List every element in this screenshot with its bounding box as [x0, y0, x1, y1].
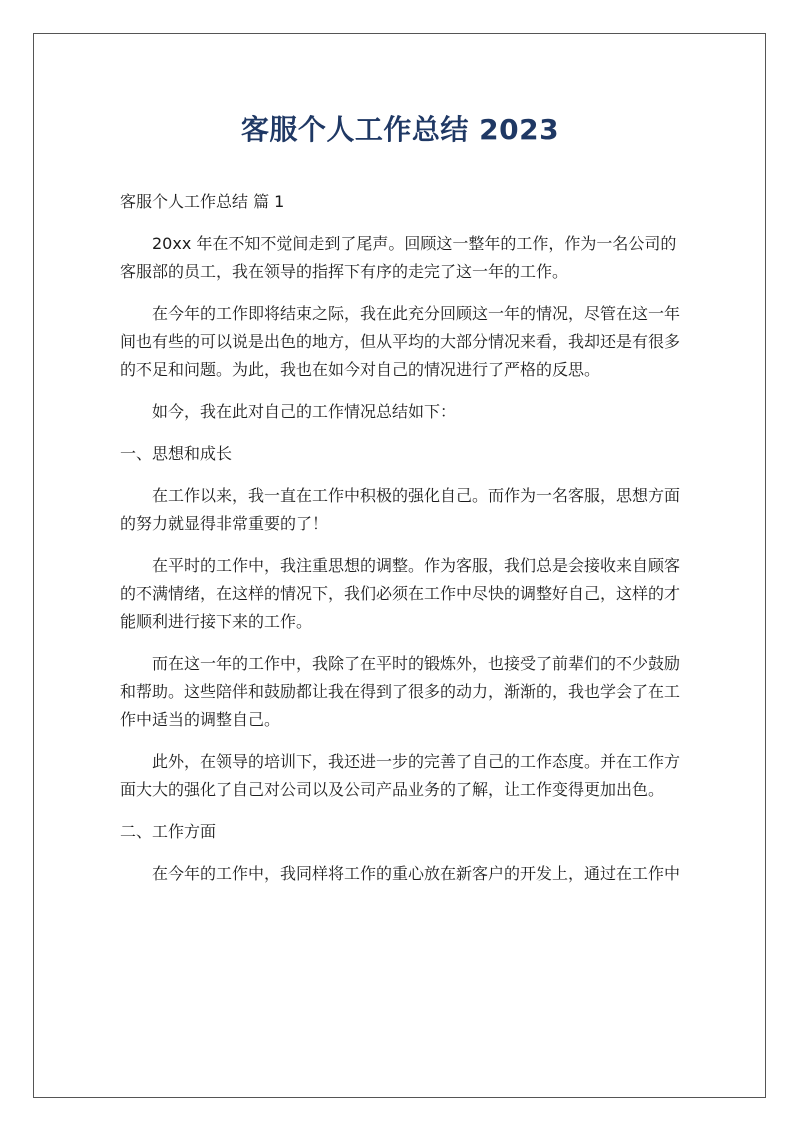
paragraph: [120, 230, 690, 286]
paragraph-line: 二、工作方面: [120, 822, 217, 841]
paragraph-line: 在今年的工作即将结束之际，我在此充分回顾这一年的情况，尽管在这一年: [152, 304, 681, 323]
paragraph: [120, 860, 690, 888]
paragraph-line: 一、思想和成长: [120, 444, 233, 463]
paragraph-line: 在工作以来，我一直在工作中积极的强化自己。而作为一名客服，思想方面: [152, 486, 681, 505]
paragraph: [120, 748, 690, 804]
paragraph-line: 如今，我在此对自己的工作情况总结如下：: [152, 402, 457, 421]
section-heading: 客服个人工作总结 篇 1: [120, 192, 285, 211]
paragraph-line: 而在这一年的工作中，我除了在平时的锻炼外，也接受了前辈们的不少鼓励: [152, 654, 681, 673]
paragraph-line: 间也有些的可以说是出色的地方，但从平均的大部分情况来看，我却还是有很多: [120, 332, 681, 351]
paragraph: [120, 482, 690, 538]
paragraph-line: 的不满情绪，在这样的情况下，我们必须在工作中尽快的调整好自己，这样的才: [120, 584, 681, 603]
document-body: [120, 188, 690, 888]
paragraph-line: 在平时的工作中，我注重思想的调整。作为客服，我们总是会接收来自顾客: [152, 556, 681, 575]
paragraph: [120, 300, 690, 384]
paragraph-line: 面大大的强化了自己对公司以及公司产品业务的了解，让工作变得更加出色。: [120, 780, 665, 799]
paragraph-line: 的努力就显得非常重要的了！: [120, 514, 329, 533]
paragraph-line: 的不足和问题。为此，我也在如今对自己的情况进行了严格的反思。: [120, 360, 601, 379]
paragraph: [120, 650, 690, 734]
paragraph-line: 此外，在领导的培训下，我还进一步的完善了自己的工作态度。并在工作方: [152, 752, 681, 771]
paragraph-line: 20xx 年在不知不觉间走到了尾声。回顾这一整年的工作，作为一名公司的: [152, 234, 677, 253]
paragraph: [120, 552, 690, 636]
subsection-heading: [120, 440, 690, 468]
paragraph-line: 客服部的员工，我在领导的指挥下有序的走完了这一年的工作。: [120, 262, 569, 281]
paragraph-line: 能顺利进行接下来的工作。: [120, 612, 313, 631]
paragraph-line: 在今年的工作中，我同样将工作的重心放在新客户的开发上，通过在工作中: [152, 864, 681, 883]
subsection-heading: [120, 818, 690, 846]
paragraph: [120, 398, 690, 426]
paragraph-line: 和帮助。这些陪伴和鼓励都让我在得到了很多的动力，渐渐的，我也学会了在工: [120, 682, 681, 701]
document-title: 客服个人工作总结 2023: [240, 113, 560, 146]
paragraph-line: 作中适当的调整自己。: [120, 710, 281, 729]
